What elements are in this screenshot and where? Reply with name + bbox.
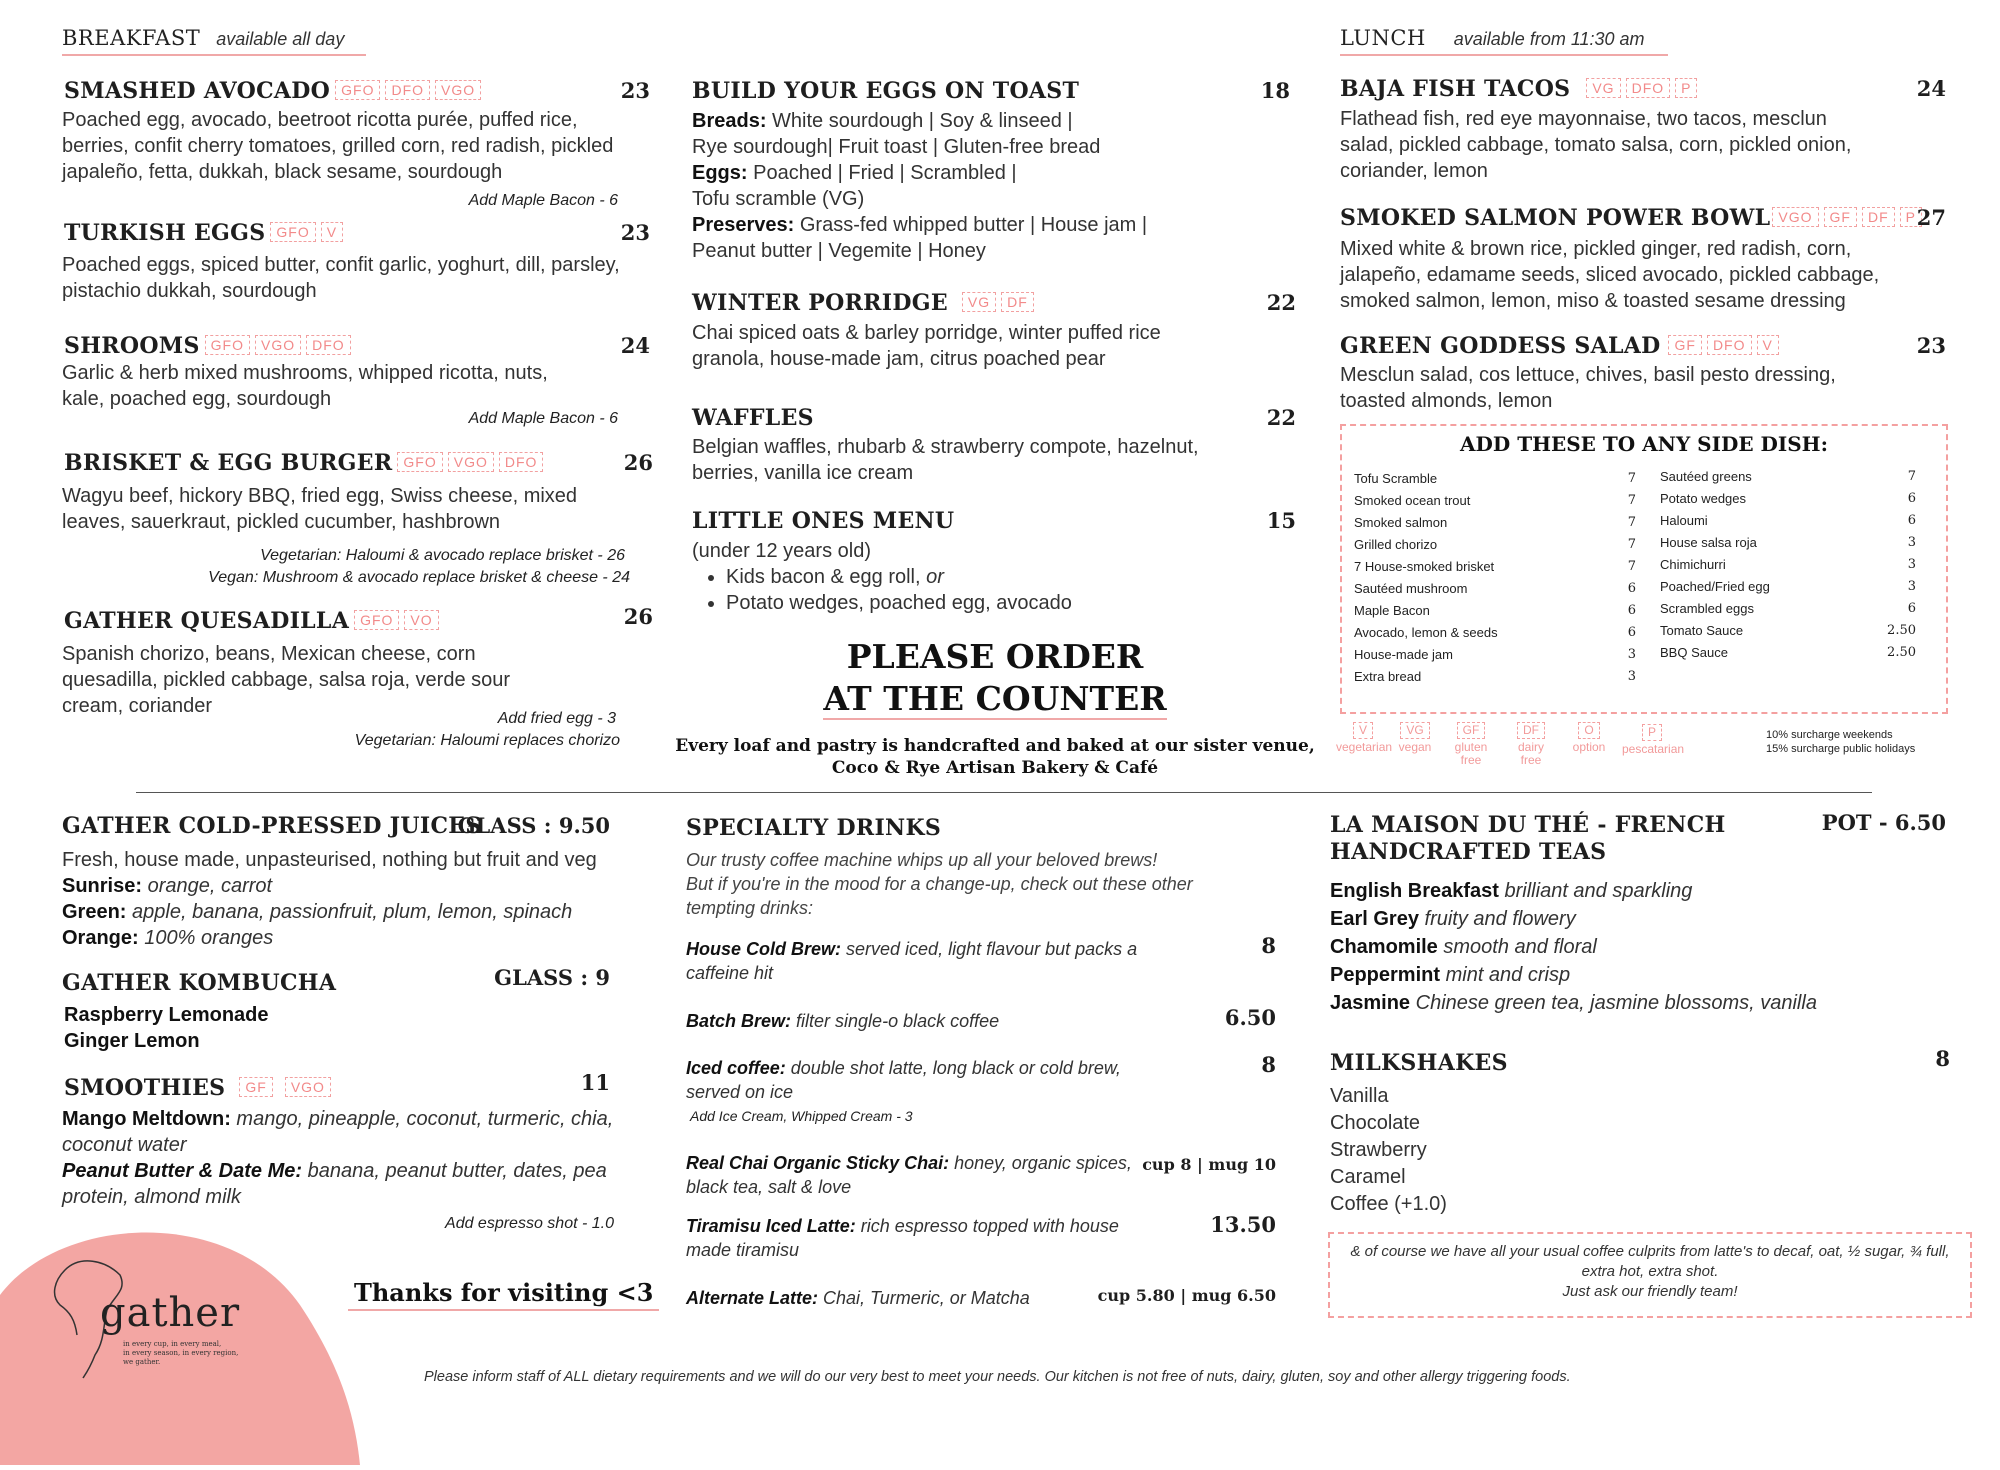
side-dishes-right (1660, 466, 1916, 664)
diet-tag: DFO (1707, 335, 1752, 355)
menu-item-price: 23 (1916, 333, 1946, 358)
specialty-item: Alternate Latte: Chai, Turmeric, or Matcha (686, 1288, 1030, 1308)
menu-item-price: 24 (1916, 76, 1946, 101)
menu-item-title: TURKISH EGGS GFO V (64, 220, 343, 246)
eggs-options: Breads: White sourdough | Soy & linseed | Rye sourdough| Fruit toast | Gluten-free bread Eggs: Poached | Fried | Scrambled | Tofu scramble (VG) Preserves: Grass-fed whipped butter | House jam | Peanut butter | Vegemite | Honey (692, 110, 1148, 262)
side-dish: BBQ Sauce 2.50 (1660, 645, 1916, 660)
lunch-header (1340, 26, 1668, 56)
menu-item-price: 8 (1261, 933, 1276, 958)
milkshake-item: Coffee (+1.0) (1330, 1193, 1447, 1215)
milkshake-item: Caramel (1330, 1166, 1406, 1188)
diet-tag: GF (239, 1077, 272, 1097)
bakery-note: Every loaf and pastry is handcrafted and baked at our sister venue, Coco & Rye Artisan Bakery & Café (675, 736, 1315, 778)
menu-item-title: SMOOTHIES GF VGO (64, 1075, 331, 1101)
menu-item-description: Flathead fish, red eye mayonnaise, two tacos, mesclun salad, pickled cabbage, tomato salsa, corn, pickled onion, coriander, lemon (1340, 108, 1852, 182)
menu-item-price: 11 (580, 1070, 610, 1095)
diet-tag: P (1675, 78, 1697, 98)
menu-item-price: 23 (620, 220, 650, 245)
menu-item-title: WINTER PORRIDGE VG DF (692, 290, 1034, 316)
legend-item: O option (1572, 723, 1606, 754)
diet-tag: V (1757, 335, 1779, 355)
legend-item: DF dairy free (1517, 723, 1544, 767)
kids-option: • Kids bacon & egg roll, or (726, 564, 1212, 590)
milkshake-item: Chocolate (1330, 1112, 1421, 1134)
diet-tag: DF (1862, 207, 1895, 227)
kids-menu: (under 12 years old) • Kids bacon & egg roll, or • Potato wedges, poached egg, avocado (692, 538, 1212, 616)
menu-item-title: GATHER QUESADILLA GFO VO (64, 608, 439, 634)
tea-item: Earl Grey fruity and flowery (1330, 908, 1576, 930)
coffee-note: & of course we have all your usual coffee culprits from latte's to decaf, oat, ½ sugar, ¾ full, extra hot, extra shot. Just ask our friendly team! (1350, 1243, 1950, 1300)
juice-item: Green: apple, banana, passionfruit, plum, lemon, spinach (62, 901, 573, 923)
menu-item-title: SMASHED AVOCADO GFO DFO VGO (64, 78, 481, 104)
diet-legend (1336, 722, 1685, 772)
menu-item-price: 22 (1266, 290, 1296, 315)
menu-item-note: Vegetarian: Haloumi & avocado replace brisket - 26 (260, 547, 625, 564)
menu-item-description: Garlic & herb mixed mushrooms, whipped ricotta, nuts, kale, poached egg, sourdough (62, 362, 548, 410)
menu-item-description: Mesclun salad, cos lettuce, chives, basil pesto dressing, toasted almonds, lemon (1340, 364, 1836, 412)
side-dish: Potato wedges 6 (1660, 491, 1916, 506)
diet-tag: V (321, 222, 343, 242)
side-dish: Maple Bacon 6 (1354, 603, 1636, 618)
side-dish: Poached/Fried egg 3 (1660, 579, 1916, 594)
side-dish: Sautéed greens 7 (1660, 469, 1916, 484)
specialty-intro: Our trusty coffee machine whips up all your beloved brews! But if you're in the mood for a change-up, check out these other tempting drinks: (686, 850, 1193, 918)
menu-item-price: 23 (620, 78, 650, 103)
kombucha-item: Ginger Lemon (64, 1030, 200, 1052)
side-dishes-title: ADD THESE TO ANY SIDE DISH: (1460, 432, 1828, 456)
diet-tag: VGO (285, 1077, 331, 1097)
diet-tag: DFO (306, 335, 351, 355)
kombucha-list (64, 1002, 464, 1054)
milkshake-item: Strawberry (1330, 1139, 1427, 1161)
section-divider (136, 792, 1872, 793)
logo-tagline-2: in every season, in every region, (123, 1349, 239, 1357)
diet-tag: VGO (435, 80, 481, 100)
side-dish: Tofu Scramble 7 (1354, 471, 1636, 486)
diet-tag: GF (1824, 207, 1857, 227)
side-dishes-left (1354, 468, 1636, 688)
menu-item-price: 26 (623, 604, 653, 629)
smoothies-list (62, 1106, 632, 1210)
menu-item-note: Add Maple Bacon - 6 (468, 410, 618, 427)
menu-item-title: GREEN GODDESS SALAD GF DFO V (1340, 333, 1779, 359)
menu-item-title: BAJA FISH TACOS VG DFO P (1340, 76, 1697, 102)
diet-tag: VO (404, 610, 438, 630)
menu-item-description: Spanish chorizo, beans, Mexican cheese, corn quesadilla, pickled cabbage, salsa roja, verde sour cream, coriander (62, 643, 511, 717)
legend-item: V vegetarian (1336, 723, 1393, 754)
menu-item-price: 8 (1261, 1052, 1276, 1077)
tea-list (1330, 877, 1930, 1017)
side-dish: Grilled chorizo 7 (1354, 537, 1636, 552)
menu-item-title: SMOKED SALMON POWER BOWL VGO GF DF P (1340, 205, 1922, 231)
order-at-counter: PLEASE ORDER AT THE COUNTER (823, 637, 1167, 718)
side-dish: Scrambled eggs 6 (1660, 601, 1916, 616)
kids-option: • Potato wedges, poached egg, avocado (726, 590, 1212, 616)
menu-item-description: Wagyu beef, hickory BBQ, fried egg, Swiss cheese, mixed leaves, sauerkraut, pickled cucumber, hashbrown (62, 485, 578, 533)
kombucha-item: Raspberry Lemonade (64, 1004, 269, 1026)
milkshake-item: Vanilla (1330, 1085, 1389, 1107)
diet-tag: DFO (1626, 78, 1671, 98)
menu-item-price: GLASS : 9.50 (457, 813, 610, 838)
menu-item-title: SHROOMS GFO VGO DFO (64, 333, 351, 359)
menu-item-note: Add Maple Bacon - 6 (468, 192, 618, 209)
diet-tag: VGO (255, 335, 301, 355)
side-dishes-box (1340, 424, 1948, 714)
legend-item: P pescatarian (1622, 725, 1685, 756)
menu-item-title: LITTLE ONES MENU (692, 508, 955, 534)
logo-tagline-3: we gather. (123, 1358, 161, 1366)
tea-item: Jasmine Chinese green tea, jasmine blossoms, vanilla (1330, 992, 1817, 1014)
milkshake-list (1330, 1083, 1630, 1218)
diet-tag: P (1900, 207, 1922, 227)
menu-item-note: Add fried egg - 3 (497, 710, 616, 727)
diet-tag: GFO (335, 80, 380, 100)
diet-tag: VG (962, 292, 996, 312)
side-dish: Smoked ocean trout 7 (1354, 493, 1636, 508)
menu-item-title: BRISKET & EGG BURGER GFO VGO DFO (64, 450, 543, 476)
smoothie-item: Mango Meltdown: mango, pineapple, coconut, turmeric, chia, coconut water (62, 1108, 614, 1156)
juice-item: Orange: 100% oranges (62, 927, 274, 949)
tea-item: Chamomile smooth and floral (1330, 936, 1597, 958)
breakfast-title: BREAKFAST (62, 26, 201, 50)
menu-item-description: Chai spiced oats & barley porridge, winter puffed rice granola, house-made jam, citrus poached pear (692, 322, 1161, 370)
diet-tag: GF (1668, 335, 1701, 355)
menu-item-description: Poached egg, avocado, beetroot ricotta purée, puffed rice, berries, confit cherry tomatoes, grilled corn, red radish, pickled japaleño, fetta, dukkah, black sesame, sourdough (62, 109, 614, 183)
side-dish: Avocado, lemon & seeds 6 (1354, 625, 1636, 640)
specialty-item: Iced coffee: double shot latte, long black or cold brew, served on ice (686, 1058, 1121, 1102)
menu-item-price: 22 (1266, 405, 1296, 430)
diet-tag: GFO (270, 222, 315, 242)
menu-item-price: 27 (1916, 205, 1946, 230)
menu-item-description: Belgian waffles, rhubarb & strawberry compote, hazelnut, berries, vanilla ice cream (692, 436, 1199, 484)
menu-item-price: GLASS : 9 (494, 965, 610, 990)
diet-tag: GFO (354, 610, 399, 630)
specialty-item: Tiramisu Iced Latte: rich espresso topped with house made tiramisu (686, 1216, 1119, 1260)
menu-item-price: 24 (620, 333, 650, 358)
menu-item-title: LA MAISON DU THÉ - FRENCH HANDCRAFTED TEAS (1330, 812, 1726, 865)
logo (45, 1250, 305, 1380)
diet-tag: DF (1001, 292, 1034, 312)
diet-tag: GFO (397, 452, 442, 472)
specialty-item: Batch Brew: filter single-o black coffee (686, 1011, 1000, 1031)
diet-tag: VGO (448, 452, 494, 472)
diet-tag: DFO (385, 80, 430, 100)
menu-item-description: Poached eggs, spiced butter, confit garlic, yoghurt, dill, parsley, pistachio dukkah, sourdough (62, 254, 620, 302)
diet-tag: VG (1586, 78, 1620, 98)
logo-word: gather (100, 1290, 241, 1336)
surcharge-note: 10% surcharge weekends 15% surcharge public holidays (1766, 729, 1916, 755)
legend-item: VG vegan (1398, 723, 1432, 754)
menu-item-price: 6.50 (1224, 1005, 1276, 1030)
juice-item: Sunrise: orange, carrot (62, 875, 273, 897)
side-dish: Tomato Sauce 2.50 (1660, 623, 1916, 638)
menu-item-description: Mixed white & brown rice, pickled ginger, red radish, corn, jalapeño, edamame seeds, sliced avocado, pickled cabbage, smoked salmon, lemon, miso & toasted sesame dressing (1340, 238, 1880, 312)
menu-item-price: 13.50 (1210, 1212, 1276, 1237)
breakfast-subtitle: available all day (216, 29, 345, 49)
side-dish: Sautéed mushroom 6 (1354, 581, 1636, 596)
specialty-item: Real Chai Organic Sticky Chai: honey, organic spices, black tea, salt & love (686, 1153, 1132, 1197)
tea-item: English Breakfast brilliant and sparkling (1330, 880, 1693, 902)
breakfast-header (62, 26, 366, 56)
thanks-message: Thanks for visiting <3 (348, 1278, 659, 1311)
menu-item-note: Add Ice Cream, Whipped Cream - 3 (690, 1108, 913, 1124)
menu-item-title: BUILD YOUR EGGS ON TOAST (692, 78, 1080, 104)
side-dish: Chimichurri 3 (1660, 557, 1916, 572)
menu-item-note: Vegan: Mushroom & avocado replace brisket & cheese - 24 (208, 569, 630, 586)
menu-item-price: 15 (1266, 508, 1296, 533)
menu-item-note: Add espresso shot - 1.0 (445, 1215, 614, 1232)
allergy-footer: Please inform staff of ALL dietary requirements and we will do our very best to meet your needs. Our kitchen is not free of nuts, dairy, gluten, soy and other allergy triggering foods. (424, 1369, 1571, 1385)
logo-tagline-1: in every cup, in every meal, (123, 1340, 222, 1348)
specialty-item: House Cold Brew: served iced, light flavour but packs a caffeine hit (686, 939, 1138, 983)
menu-item-price: 18 (1260, 78, 1290, 103)
menu-item-price: 26 (623, 450, 653, 475)
menu-item-title: MILKSHAKES (1330, 1050, 1508, 1076)
menu-item-price: POT - 6.50 (1821, 810, 1946, 835)
side-dish: Smoked salmon 7 (1354, 515, 1636, 530)
diet-tag: VGO (1772, 207, 1818, 227)
smoothie-item: Peanut Butter & Date Me: banana, peanut butter, dates, pea protein, almond milk (62, 1160, 607, 1208)
menu-item-title: SPECIALTY DRINKS (686, 815, 942, 841)
menu-item-price: 8 (1935, 1046, 1950, 1071)
side-dish: House salsa roja 3 (1660, 535, 1916, 550)
menu-item-price: cup 5.80 | mug 6.50 (1097, 1286, 1276, 1305)
diet-tag: GFO (205, 335, 250, 355)
menu-item-title: WAFFLES (692, 405, 814, 431)
menu-item-title: GATHER COLD-PRESSED JUICES (62, 813, 482, 839)
diet-tag: DFO (499, 452, 544, 472)
menu-item-price: cup 8 | mug 10 (1142, 1155, 1276, 1174)
lunch-title: LUNCH (1340, 26, 1426, 50)
coffee-note-box (1328, 1232, 1972, 1318)
menu-item-title: GATHER KOMBUCHA (62, 970, 337, 996)
lunch-subtitle: available from 11:30 am (1453, 29, 1645, 49)
menu-item-note: Vegetarian: Haloumi replaces chorizo (354, 732, 620, 749)
side-dish: Haloumi 6 (1660, 513, 1916, 528)
legend-item: GF gluten free (1454, 723, 1488, 767)
juices-list: Fresh, house made, unpasteurised, nothing but fruit and veg Sunrise: orange, carrot Green: apple, banana, passionfruit, plum, lemon, spinach Orange: 100% oranges (62, 847, 642, 951)
side-dish: Extra bread 3 (1354, 669, 1636, 684)
side-dish: House-made jam 3 (1354, 647, 1636, 662)
tea-item: Peppermint mint and crisp (1330, 964, 1571, 986)
side-dish: 7 House-smoked brisket 7 (1354, 559, 1636, 574)
